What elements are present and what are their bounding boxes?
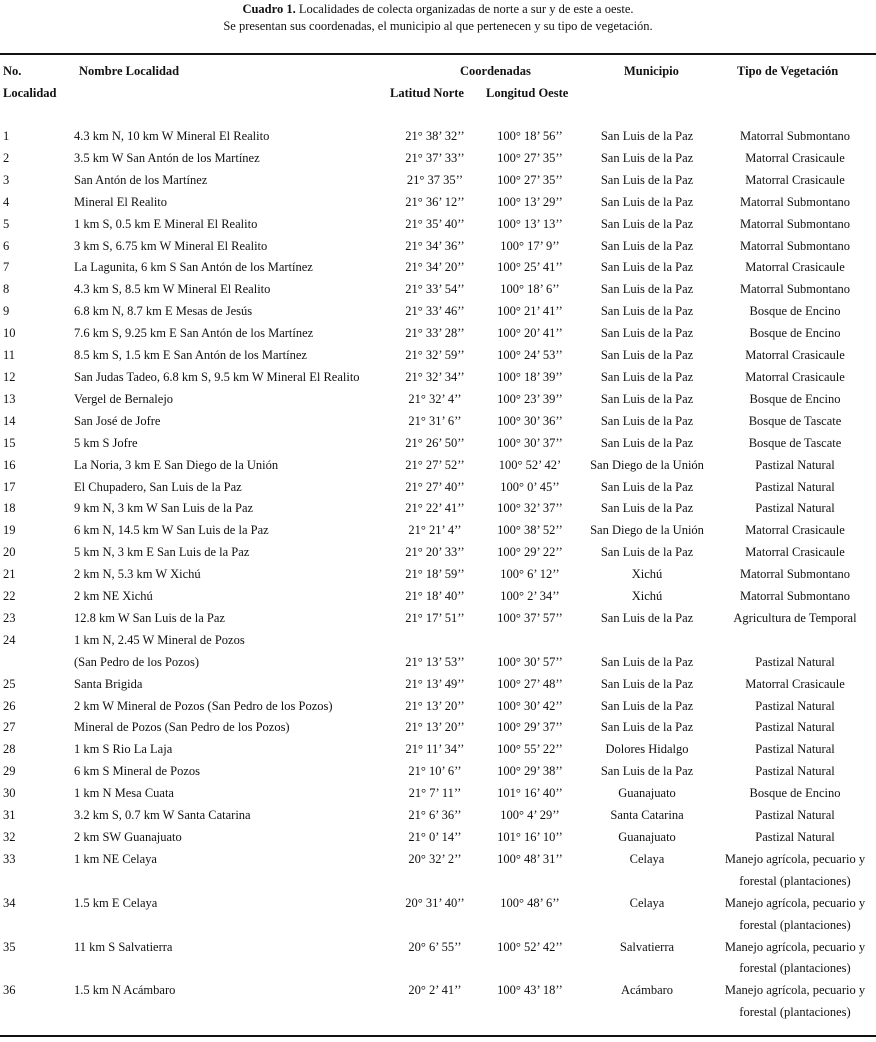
cell-no: 23 [3,610,16,625]
cell-longitude: 100° 4’ 29’’ [500,808,560,823]
cell-latitude: 21° 0’ 14’’ [408,830,462,844]
cell-longitude: 100° 18’ 6’’ [500,282,560,297]
cell-vegetation: Bosque de Encino [749,786,841,801]
cell-latitude: 21° 22’ 41’’ [405,501,465,516]
cell-vegetation: Matorral Crasicaule [745,369,845,384]
cell-no: 30 [3,786,16,801]
cell-latitude: 21° 18’ 59’’ [405,567,465,582]
cell-vegetation: Pastizal Natural [755,742,835,757]
table-row [0,783,876,805]
header-longitud: Longitud Oeste [486,86,569,100]
cell-vegetation: Matorral Submontano [739,216,851,231]
header-coordenadas: Coordenadas [460,64,531,78]
cell-latitude [390,630,480,652]
cell-municipio: San Luis de la Paz [600,413,694,428]
cell-vegetation: Matorral Submontano [739,194,851,209]
cell-longitude: 100° 18’ 39’’ [497,369,563,384]
cell-longitude: 100° 25’ 41’’ [497,260,563,275]
cell-longitude: 100° 2’ 34’’ [500,589,560,604]
cell-name: 1 km N, 2.45 W Mineral de Pozos [74,632,245,647]
cell-vegetation: Pastizal Natural [755,654,835,669]
table-row [0,214,876,236]
cell-latitude: 21° 34’ 36’’ [405,238,465,253]
cell-no [0,652,74,674]
cell-municipio: San Luis de la Paz [600,654,694,669]
cell-no: 35 [3,939,16,954]
cell-name: La Noria, 3 km E San Diego de la Unión [74,457,279,472]
cell-vegetation: Matorral Crasicaule [745,172,845,187]
cell-longitude: 100° 43’ 18’’ [497,983,563,998]
cell-vegetation: Bosque de Encino [749,304,841,319]
cell-municipio [580,630,714,652]
cell-longitude: 100° 27’ 35’’ [497,172,563,187]
cell-latitude: 21° 32’ 59’’ [405,348,465,363]
cell-name: 4.3 km S, 8.5 km W Mineral El Realito [74,282,271,297]
cell-latitude: 21° 7’ 11’’ [408,786,462,801]
cell-name: 3.5 km W San Antón de los Martínez [74,150,260,165]
table-row [0,236,876,258]
cell-name: 4.3 km N, 10 km W Mineral El Realito [74,129,270,143]
cell-no: 32 [3,830,16,844]
cell-no: 34 [3,895,16,910]
header-latitud: Latitud Norte [390,86,464,100]
cell-name: 1 km S, 0.5 km E Mineral El Realito [74,216,258,231]
cell-name: 6.8 km N, 8.7 km E Mesas de Jesús [74,304,253,319]
cell-latitude: 21° 26’ 50’’ [405,435,465,450]
cell-vegetation: Bosque de Tascate [748,413,842,428]
cell-longitude: 100° 23’ 39’’ [497,391,563,406]
cell-municipio: San Luis de la Paz [600,260,694,275]
cell-name: 3 km S, 6.75 km W Mineral El Realito [74,238,268,253]
cell-longitude: 100° 38’ 52’’ [497,523,563,538]
cell-longitude: 100° 20’ 41’’ [497,326,563,341]
cell-longitude: 100° 48’ 6’’ [500,895,560,910]
table-row [0,345,876,367]
cell-no: 25 [3,676,16,691]
table-row [0,717,876,739]
table-row [0,805,876,827]
header-vegetacion: Tipo de Vegetación [737,64,839,78]
cell-longitude: 100° 27’ 35’’ [497,150,563,165]
cell-name: La Lagunita, 6 km S San Antón de los Martínez [74,260,313,275]
cell-municipio: San Luis de la Paz [600,545,694,560]
table-row [0,279,876,301]
table-row [0,126,876,148]
table-row [0,608,876,630]
cell-no: 21 [3,567,16,582]
cell-municipio: Xichú [631,589,663,604]
cell-vegetation: Matorral Crasicaule [745,348,845,363]
cell-no: 17 [3,479,16,494]
cell-no: 33 [3,851,16,866]
cell-municipio: San Luis de la Paz [600,238,694,253]
cell-name: San Antón de los Martínez [74,172,208,187]
localities-table [0,126,876,1024]
cell-vegetation: Matorral Crasicaule [745,676,845,691]
cell-municipio: Dolores Hidalgo [605,742,689,757]
cell-no: 13 [3,391,16,406]
cell-vegetation: Pastizal Natural [755,698,835,713]
cell-municipio: Guanajuato [618,830,676,844]
cell-name: 7.6 km S, 9.25 km E San Antón de los Martínez [74,326,314,341]
cell-longitude: 100° 29’ 22’’ [497,545,563,560]
bottom-rule [0,1035,876,1037]
cell-latitude: 21° 27’ 40’’ [405,479,465,494]
cell-no: 14 [3,413,16,428]
cell-municipio: San Luis de la Paz [600,720,694,735]
cell-municipio: Acámbaro [620,983,674,998]
table-caption [0,0,876,35]
cell-municipio: San Luis de la Paz [600,435,694,450]
cell-municipio: San Luis de la Paz [600,216,694,231]
cell-no: 5 [3,216,10,231]
table-row [0,564,876,586]
cell-vegetation: Matorral Submontano [739,238,851,253]
cell-latitude: 21° 27’ 52’’ [405,457,465,472]
cell-name: Mineral de Pozos (San Pedro de los Pozos) [74,720,290,735]
cell-no: 18 [3,501,16,516]
cell-name: 6 km N, 14.5 km W San Luis de la Paz [74,523,269,538]
header-localidad: Localidad [3,86,57,100]
cell-vegetation: Pastizal Natural [755,501,835,516]
cell-no: 22 [3,589,16,604]
cell-longitude: 100° 32’ 37’’ [497,501,563,516]
cell-no: 6 [3,238,10,253]
cell-name: El Chupadero, San Luis de la Paz [74,479,242,494]
cell-latitude: 21° 35’ 40’’ [405,216,465,231]
cell-vegetation: Manejo agrícola, pecuario y forestal (plantaciones) [724,851,866,888]
cell-latitude: 21° 33’ 46’’ [405,304,465,319]
cell-latitude: 21° 17’ 51’’ [405,610,465,625]
cell-latitude: 20° 2’ 41’’ [408,983,462,998]
cell-longitude: 100° 21’ 41’’ [497,304,563,319]
cell-municipio: Santa Catarina [610,808,684,823]
caption-text-1: Localidades de colecta organizadas de norte a sur y de este a oeste. [298,2,634,16]
table-row [0,937,876,981]
cell-latitude: 21° 18’ 40’’ [405,589,465,604]
cell-no: 8 [3,282,10,297]
table-row [0,652,876,674]
cell-latitude: 21° 37 35’’ [406,172,464,187]
cell-no: 1 [3,129,10,143]
cell-no: 19 [3,523,16,538]
cell-latitude: 21° 33’ 54’’ [405,282,465,297]
cell-municipio: Xichú [631,567,663,582]
table-row [0,520,876,542]
cell-no: 36 [3,983,16,998]
cell-name: 12.8 km W San Luis de la Paz [74,610,225,625]
table-row [0,586,876,608]
cell-longitude [480,630,580,652]
cell-no: 9 [3,304,10,319]
cell-longitude: 100° 30’ 37’’ [497,435,563,450]
cell-latitude: 21° 21’ 4’’ [408,523,462,538]
cell-longitude: 100° 0’ 45’’ [500,479,560,494]
cell-latitude: 21° 13’ 20’’ [405,698,465,713]
cell-longitude: 100° 27’ 48’’ [497,676,563,691]
cell-name: 1 km NE Celaya [74,851,157,866]
cell-no: 31 [3,808,16,823]
cell-name: 6 km S Mineral de Pozos [74,764,201,779]
table-row [0,170,876,192]
cell-name: 5 km N, 3 km E San Luis de la Paz [74,545,250,560]
cell-vegetation: Pastizal Natural [755,808,835,823]
cell-municipio: San Luis de la Paz [600,282,694,297]
cell-latitude: 21° 33’ 28’’ [405,326,465,341]
cell-no: 4 [3,194,10,209]
cell-vegetation: Manejo agrícola, pecuario y forestal (plantaciones) [724,895,866,932]
cell-longitude: 101° 16’ 40’’ [497,786,563,801]
cell-no: 16 [3,457,16,472]
table-row [0,761,876,783]
table-row [0,980,876,1024]
cell-vegetation: Pastizal Natural [755,479,835,494]
cell-name: 2 km N, 5.3 km W Xichú [74,567,201,582]
table-row [0,849,876,893]
cell-name: 2 km W Mineral de Pozos (San Pedro de los Pozos) [74,698,333,713]
table-row [0,433,876,455]
cell-no: 7 [3,260,10,275]
cell-longitude: 100° 24’ 53’’ [497,348,563,363]
cell-latitude: 21° 13’ 53’’ [405,654,465,669]
cell-name: 1 km S Rio La Laja [74,742,173,757]
cell-municipio: Celaya [629,851,665,866]
table-row [0,827,876,849]
cell-name: Santa Brigida [74,676,143,691]
cell-name: 5 km S Jofre [74,435,138,450]
cell-vegetation: Pastizal Natural [755,457,835,472]
table-row [0,367,876,389]
table-row [0,477,876,499]
cell-vegetation: Matorral Crasicaule [745,545,845,560]
cell-longitude: 100° 55’ 22’’ [497,742,563,757]
cell-latitude: 21° 6’ 36’’ [408,808,462,823]
cell-no: 12 [3,369,16,384]
cell-longitude: 100° 30’ 36’’ [497,413,563,428]
cell-latitude: 21° 37’ 33’’ [405,150,465,165]
cell-municipio: Celaya [629,895,665,910]
cell-name: 2 km SW Guanajuato [74,830,182,844]
cell-name: Mineral El Realito [74,194,168,209]
cell-longitude: 100° 13’ 29’’ [497,194,563,209]
cell-longitude: 100° 13’ 13’’ [497,216,563,231]
cell-longitude: 100° 29’ 38’’ [497,764,563,779]
cell-municipio: San Luis de la Paz [600,764,694,779]
cell-longitude: 100° 17’ 9’’ [500,238,560,253]
cell-longitude: 100° 52’ 42’ [498,457,562,472]
header-no: No. [3,64,22,78]
cell-longitude: 100° 37’ 57’’ [497,610,563,625]
cell-longitude: 101° 16’ 10’’ [497,830,563,844]
table-row [0,301,876,323]
cell-latitude: 21° 13’ 20’’ [405,720,465,735]
cell-vegetation: Matorral Submontano [739,129,851,143]
cell-municipio: Salvatierra [619,939,675,954]
cell-latitude: 21° 10’ 6’’ [408,764,462,779]
cell-name: 2 km NE Xichú [74,589,153,604]
cell-vegetation: Pastizal Natural [755,830,835,844]
table-body [0,126,876,1024]
cell-vegetation: Matorral Crasicaule [745,150,845,165]
cell-latitude: 20° 6’ 55’’ [408,939,462,954]
cell-latitude: 21° 36’ 12’’ [405,194,465,209]
table-row [0,411,876,433]
table-row [0,389,876,411]
cell-municipio: San Luis de la Paz [600,172,694,187]
table-row [0,192,876,214]
cell-municipio: San Luis de la Paz [600,129,694,143]
cell-municipio: San Luis de la Paz [600,610,694,625]
cell-no: 10 [3,326,16,341]
cell-no: 20 [3,545,16,560]
cell-no: 15 [3,435,16,450]
cell-name: San Judas Tadeo, 6.8 km S, 9.5 km W Mineral El Realito [74,369,360,384]
cell-municipio: San Luis de la Paz [600,150,694,165]
cell-vegetation: Bosque de Encino [749,326,841,341]
table-row [0,455,876,477]
cell-name: 1 km N Mesa Cuata [74,786,174,801]
cell-vegetation: Matorral Submontano [739,567,851,582]
table-row [0,323,876,345]
cell-latitude: 20° 31’ 40’’ [405,895,465,910]
cell-vegetation: Manejo agrícola, pecuario y forestal (plantaciones) [724,939,866,976]
cell-name: 3.2 km S, 0.7 km W Santa Catarina [74,808,251,823]
cell-vegetation: Agricultura de Temporal [733,610,857,625]
table-row [0,630,876,652]
cell-municipio: San Luis de la Paz [600,479,694,494]
cell-municipio: Guanajuato [618,786,676,801]
cell-latitude: 20° 32’ 2’’ [408,851,462,866]
cell-vegetation: Matorral Submontano [739,589,851,604]
cell-latitude: 21° 13’ 49’’ [405,676,465,691]
caption-line-1 [0,1,876,18]
cell-longitude: 100° 48’ 31’’ [497,851,563,866]
cell-vegetation: Bosque de Encino [749,391,841,406]
cell-municipio: San Luis de la Paz [600,348,694,363]
table-row [0,148,876,170]
cell-name: 9 km N, 3 km W San Luis de la Paz [74,501,254,516]
cell-longitude: 100° 52’ 42’’ [497,939,563,954]
cell-municipio: San Diego de la Unión [590,457,704,472]
caption-line-2: Se presentan sus coordenadas, el municipio al que pertenecen y su tipo de vegetación. [223,19,653,33]
header-nombre: Nombre Localidad [79,64,180,78]
cell-latitude: 21° 34’ 20’’ [405,260,465,275]
cell-vegetation [714,630,876,652]
cell-latitude: 21° 32’ 4’’ [408,391,462,406]
cell-municipio: San Luis de la Paz [600,676,694,691]
cell-no: 11 [3,348,16,363]
cell-vegetation: Matorral Submontano [739,282,851,297]
cell-name: San José de Jofre [74,413,161,428]
top-rule [0,53,876,55]
cell-longitude: 100° 29’ 37’’ [497,720,563,735]
cell-no: 26 [3,698,16,713]
cell-latitude: 21° 11’ 34’’ [405,742,465,757]
cell-longitude: 100° 30’ 57’’ [497,654,563,669]
cell-longitude: 100° 18’ 56’’ [497,129,563,143]
cell-municipio: San Diego de la Unión [590,523,704,538]
cell-latitude: 21° 31’ 6’’ [408,413,462,428]
table-row [0,257,876,279]
cell-municipio: San Luis de la Paz [600,194,694,209]
cell-name: Vergel de Bernalejo [74,391,174,406]
cell-name: 8.5 km S, 1.5 km E San Antón de los Martínez [74,348,307,363]
table-row [0,893,876,937]
cell-vegetation: Bosque de Tascate [748,435,842,450]
cell-longitude: 100° 6’ 12’’ [500,567,560,582]
cell-latitude: 21° 20’ 33’’ [405,545,465,560]
cell-vegetation: Pastizal Natural [755,720,835,735]
caption-label: Cuadro 1. [242,2,296,16]
cell-municipio: San Luis de la Paz [600,391,694,406]
table-row [0,739,876,761]
cell-vegetation: Manejo agrícola, pecuario y forestal (plantaciones) [724,983,866,1020]
header-municipio: Municipio [624,64,679,78]
cell-no: 29 [3,764,16,779]
cell-municipio: San Luis de la Paz [600,369,694,384]
cell-name: 1.5 km E Celaya [74,895,158,910]
cell-latitude: 21° 38’ 32’’ [405,129,465,143]
cell-name: (San Pedro de los Pozos) [74,654,199,669]
cell-municipio: San Luis de la Paz [600,698,694,713]
cell-latitude: 21° 32’ 34’’ [405,369,465,384]
cell-vegetation: Matorral Crasicaule [745,260,845,275]
cell-longitude: 100° 30’ 42’’ [497,698,563,713]
cell-municipio: San Luis de la Paz [600,304,694,319]
cell-municipio: San Luis de la Paz [600,501,694,516]
cell-no: 2 [3,150,10,165]
table-row [0,674,876,696]
cell-name: 11 km S Salvatierra [74,939,173,954]
cell-no: 27 [3,720,16,735]
cell-no: 24 [3,632,16,647]
cell-municipio: San Luis de la Paz [600,326,694,341]
cell-vegetation: Matorral Crasicaule [745,523,845,538]
table-row [0,498,876,520]
table-row [0,696,876,718]
cell-vegetation: Pastizal Natural [755,764,835,779]
table-row [0,542,876,564]
cell-no: 3 [3,172,10,187]
cell-no: 28 [3,742,16,757]
cell-name: 1.5 km N Acámbaro [74,983,176,998]
